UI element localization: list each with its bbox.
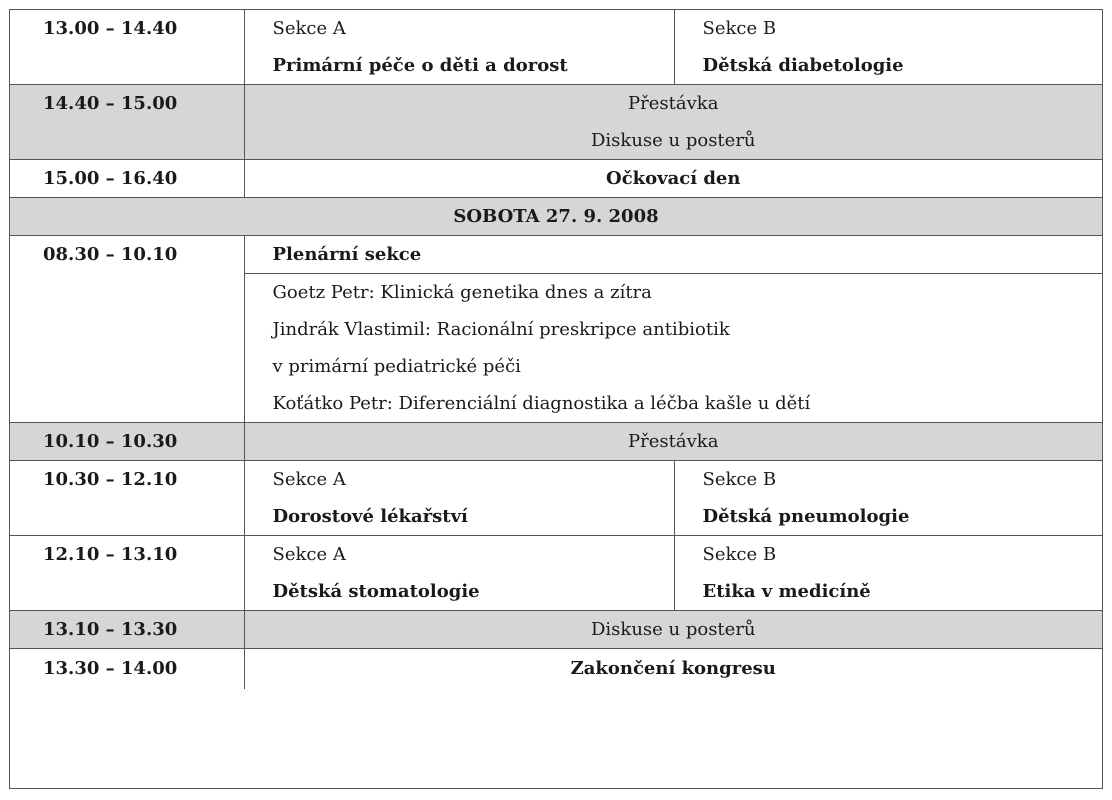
time-slot: 12.10 – 13.10 [10,536,244,611]
poster-discussion-label: Diskuse u posterů [244,122,1102,160]
section-b-label: Sekce B [674,461,1102,499]
session-title: Plenární sekce [244,236,1102,274]
schedule-row [10,10,1102,47]
talk-item: Jindrák Vlastimil: Racionální preskripce antibiotik [272,319,730,340]
talk-item: Goetz Petr: Klinická genetika dnes a zítra [244,274,1102,312]
section-a-title: Dorostové lékařství [272,506,468,527]
session-title: Očkovací den [244,160,1102,198]
time-slot: 13.00 – 14.40 [10,10,244,85]
section-a-title: Dětská stomatologie [272,581,480,602]
time-slot: 15.00 – 16.40 [10,160,244,198]
schedule-row [10,461,1102,499]
break-label: Přestávka [244,423,1102,461]
schedule-row [10,160,1102,198]
schedule-row [10,85,1102,123]
section-b-title: Dětská diabetologie [674,47,1102,85]
section-a-label: Sekce A [244,461,674,499]
break-label: Přestávka [244,85,1102,123]
time-slot: 08.30 – 10.10 [10,236,244,423]
schedule-row [10,536,1102,574]
time-slot: 14.40 – 15.00 [10,85,244,160]
time-slot: 10.10 – 10.30 [10,423,244,461]
section-a-title: Primární péče o děti a dorost [272,55,568,76]
session-title: Zakončení kongresu [244,649,1102,690]
talk-item: Koťátko Petr: Diferenciální diagnostika a léčba kašle u dětí [272,393,811,414]
time-slot: 10.30 – 12.10 [10,461,244,536]
program-table-frame [9,9,1103,789]
schedule-row [10,423,1102,461]
day-header-row [10,198,1102,236]
time-slot: 13.30 – 14.00 [10,649,244,690]
talk-item: v primární pediatrické péči [272,356,521,377]
poster-discussion-label: Diskuse u posterů [244,611,1102,649]
section-a-label: Sekce A [244,536,674,574]
schedule-row [10,611,1102,649]
schedule-row [10,649,1102,690]
day-header: SOBOTA 27. 9. 2008 [10,198,1102,236]
section-b-title: Dětská pneumologie [674,498,1102,536]
program-table [10,10,1102,689]
section-b-label: Sekce B [674,10,1102,47]
section-b-label: Sekce B [674,536,1102,574]
schedule-row [10,236,1102,274]
section-a-label: Sekce A [272,18,346,39]
time-slot: 13.10 – 13.30 [10,611,244,649]
section-b-title: Etika v medicíně [674,573,1102,611]
